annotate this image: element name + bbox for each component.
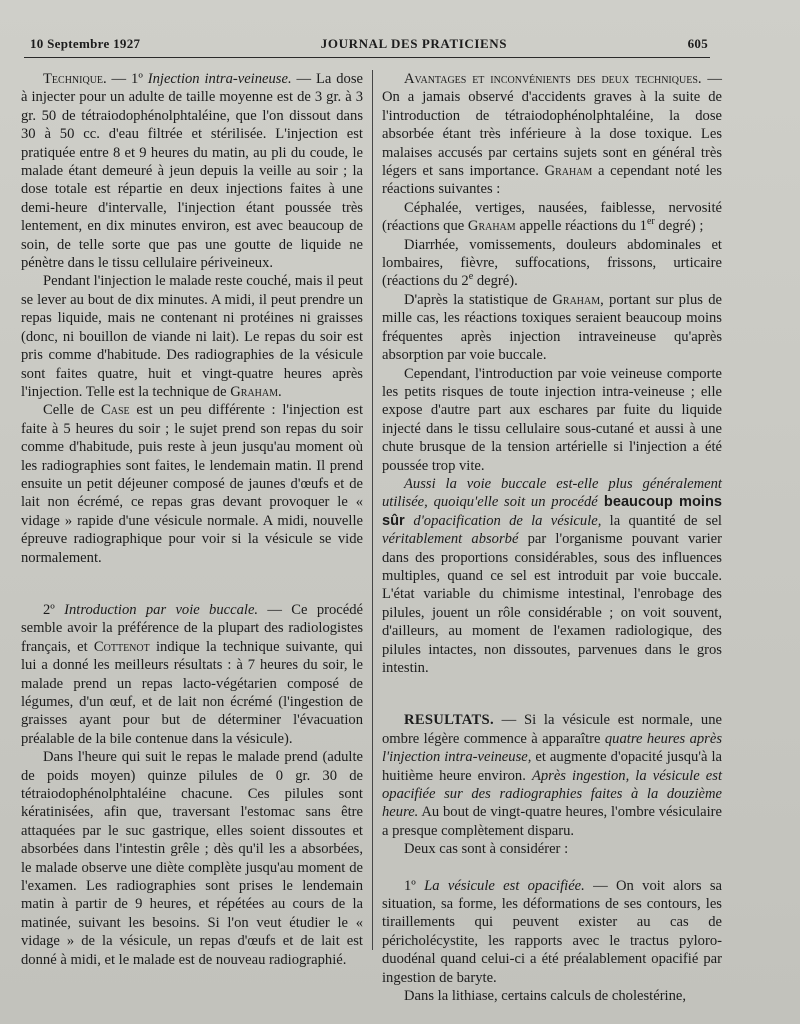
text-run: Au bout de vingt-quatre heures, l'ombre vésiculaire a presque complètement disparu.: [382, 804, 722, 839]
text-run: — On voit alors sa situation, sa forme, les déformations de ses contours, les tiraillements qui peuvent exister au cas de péricholécystite, les rapports avec le tractus pyloro-duodénal quand celui-ci a été préalablement opacifié par ingestion de baryte.: [382, 877, 722, 986]
paragraph-lithiase: [382, 987, 722, 1005]
paragraph-case: [21, 401, 363, 567]
text-run: par l'organisme pouvant varier dans des proportions considérables, sous des influences multiples, quand ce sel est introduit par voie buccale. L'état variable du chimisme intestinal, l'enrobage des pilules, jouent un rôle considérable ; on voit souvent, d'ailleurs, au moment de l'examen radiologique, des pilules intactes, non dissoutes, parvenues dans le gros intestin.: [382, 531, 722, 676]
text-run: —: [291, 71, 316, 87]
paragraph-resultats: [382, 711, 722, 840]
text-run: — 1º: [106, 71, 148, 87]
text-run: D'après la statistique de: [404, 291, 553, 308]
text-run: — Ce procédé semble avoir la préférence de la plupart des radiologistes français, et: [21, 601, 363, 655]
subheading-opacifiee: La vésicule est opacifiée.: [424, 877, 585, 894]
text-run: Dans l'heure qui suit le repas le malade prend (adulte de poids moyen) quinze pilules de 0 gr. 30 de tétraiodophénolphtaléine chacune. Ces pilules sont kératinisées, afin que, traversant l'estomac sans être attaquées par le suc gastrique, elles soient dissoutes et absorbées dans l'intestin grêle ; dès qu'il les a absorbées, le malade observe une diète complète jusqu'au moment de l'examen. Les radiographies sont prises le lendemain matin à partir de 9 heures, et répétées au cours de la matinée, suivant les besoins. Si l'on veut étudier le « vidage » de la vésicule, un repas d'œufs et de lait est donné à midi, et le malade est de nouveau radiographié.: [21, 749, 363, 968]
bold-emphasis: beaucoup moins sûr: [382, 494, 722, 529]
paragraph-pilules: [21, 748, 363, 969]
text-run: , portant sur plus de mille cas, les réactions toxiques seraient beaucoup moins fréquentes après injection intraveineuse qu'après absorption par voie buccale.: [382, 291, 722, 364]
author-name: Graham: [230, 383, 279, 400]
text-run: Celle de: [43, 402, 102, 419]
text-run: appelle réactions du 1: [515, 218, 647, 235]
paragraph-technique: [21, 70, 363, 272]
superscript: e: [468, 271, 474, 283]
header-page-number: 605: [687, 36, 708, 51]
section-label-technique: Technique.: [43, 71, 107, 87]
running-header: [30, 36, 708, 56]
superscript: er: [646, 216, 655, 228]
text-run: La dose à injecter pour un adulte de taille moyenne est de 3 gr. à 3 gr. 50 de tétraiodophénolphtaléine, que l'on dissout dans 30 à 50 cc. d'eau filtrée et stérilisée. L'injection est pratiquée entre 8 et 9 heures du matin, au pli du coude, le malade étant demeuré à jeun depuis la veille au soir ; la dose totale est répartie en deux injections faites à une demi-heure d'intervalle, l'injection étant poussée très lentement, en dix minutes environ, est avec beaucoup de soin, de telle sorte que pas une goutte de liquide ne pénètre dans le tissu cellulaire périveineux.: [21, 71, 364, 272]
text-run: — On a jamais observé d'accidents graves à la suite de l'introduction de tétraiodophénolphtaléine, la dose absorbée étant très inférieure à la dose toxique. Les malaises accusés par certains sujets sont en général très légers et sans importance.: [382, 71, 722, 180]
text-run: — Si la vésicule est normale, une ombre légère commence à apparaître: [382, 712, 722, 747]
author-name: Cottenot: [93, 638, 150, 655]
left-column: [21, 70, 363, 969]
italic-run: véritablement absorbé: [382, 531, 519, 548]
author-name: Graham: [552, 291, 601, 308]
paragraph-aussi: [382, 475, 722, 677]
header-date: 10 Septembre 1927: [30, 36, 141, 51]
text-run: a cependant noté les réactions suivantes :: [382, 163, 722, 198]
header-rule: [24, 57, 710, 58]
text-run: Céphalée, vertiges, nausées, faiblesse, nervosité (réactions que: [382, 199, 722, 235]
paragraph-avantages: [382, 70, 722, 199]
right-column: [382, 70, 722, 1006]
subheading-voie-buccale: Introduction par voie buccale.: [64, 601, 259, 618]
text-run: la quantité de sel: [601, 512, 722, 529]
italic-run: quatre heures après l'injection intra-veineuse,: [382, 730, 723, 766]
italic-run: Après ingestion, la vésicule est opacifiée sur des radiographies faites à la douzième heure.: [382, 767, 722, 821]
paragraph-reactions-1: [382, 199, 722, 236]
text-run: Deux cas sont à considérer :: [404, 841, 569, 858]
text-run: Pendant l'injection le malade reste couché, mais il peut se lever au bout de dix minutes. A midi, il peut prendre un repas liquide, mais ne contenant ni protéines ni graisses (donc, ni bouillon de viande ni lait). Le repas du soir est pris comme d'habitude. Des radiographies de la vésicule sont faites quatre, huit et vingt-quatre heures après l'injection. Telle est la technique de: [21, 273, 363, 400]
text-run: Cependant, l'introduction par voie veineuse comporte les petits risques de toute injection intra-veineuse ; elle expose d'autre part aux eschares par fuite du liquide injecté dans le tissu cellulaire sous-cutané et aussi à une chute brusque de la tension artérielle si l'injection a été poussée trop vite.: [382, 365, 722, 474]
text-run: .: [278, 383, 282, 400]
text-run: 1º: [404, 877, 425, 894]
text-run: degré).: [473, 273, 518, 290]
text-run: indique la technique suivante, qui lui a donné les meilleurs résultats : à 7 heures du soir, le malade prend un repas lacto-végétarien composé de légumes, d'un œuf, et de lait non écrémé (l'ingestion de graisses ayant pour but de déterminer l'évacuation préalable de la bile contenue dans la vésicule).: [21, 638, 363, 747]
text-run: est un peu différente : l'injection est faite à 5 heures du soir ; le sujet prend son repas du soir comme d'habitude, puis reste à jeun jusqu'au moment où les radiographies sont faites, le lendemain matin. Il prend ensuite un petit déjeuner composé de jaunes d'œufs et de lait non écrémé, ce repas gras devant provoquer le « vidage » rapide d'une vésicule normale. A midi, nouvelle épreuve radiographique pour voir si la vésicule se vide normalement.: [21, 402, 363, 566]
paragraph-statistique: [382, 291, 722, 365]
text-run: degré) ;: [654, 218, 704, 235]
paragraph-opacifiee: [382, 877, 722, 987]
italic-run: Aussi la voie buccale est-elle plus généralement utilisée, quoiqu'elle soit un procédé: [382, 475, 722, 511]
text-run: Dans la lithiase, certains calculs de cholestérine,: [404, 988, 687, 1005]
section-label-avantages: Avantages et inconvénients des deux techniques.: [404, 71, 702, 87]
author-name: Case: [101, 402, 130, 419]
paragraph-deux-cas: [382, 840, 722, 858]
paragraph-cependant: [382, 365, 722, 475]
subheading-injection: Injection intra-veineuse.: [147, 71, 292, 87]
paragraph-voie-buccale: [21, 601, 363, 748]
section-label-resultats: RESULTATS.: [404, 712, 494, 729]
paragraph-reactions-2: [382, 236, 722, 291]
italic-run: d'opacification de la vésicule,: [413, 512, 602, 529]
text-run: Diarrhée, vomissements, douleurs abdominales et lombaires, fièvre, suffocations, frissons, urticaire (réactions du 2: [382, 236, 722, 290]
header-journal-title: JOURNAL DES PRATICIENS: [320, 36, 508, 51]
text-run: 2º: [43, 601, 65, 618]
author-name: Graham: [467, 218, 516, 235]
paragraph-pendant: [21, 272, 363, 401]
text-run: et augmente d'opacité jusqu'à la huitième heure environ.: [382, 749, 722, 784]
column-divider: [372, 70, 373, 950]
author-name: Graham: [544, 163, 593, 180]
